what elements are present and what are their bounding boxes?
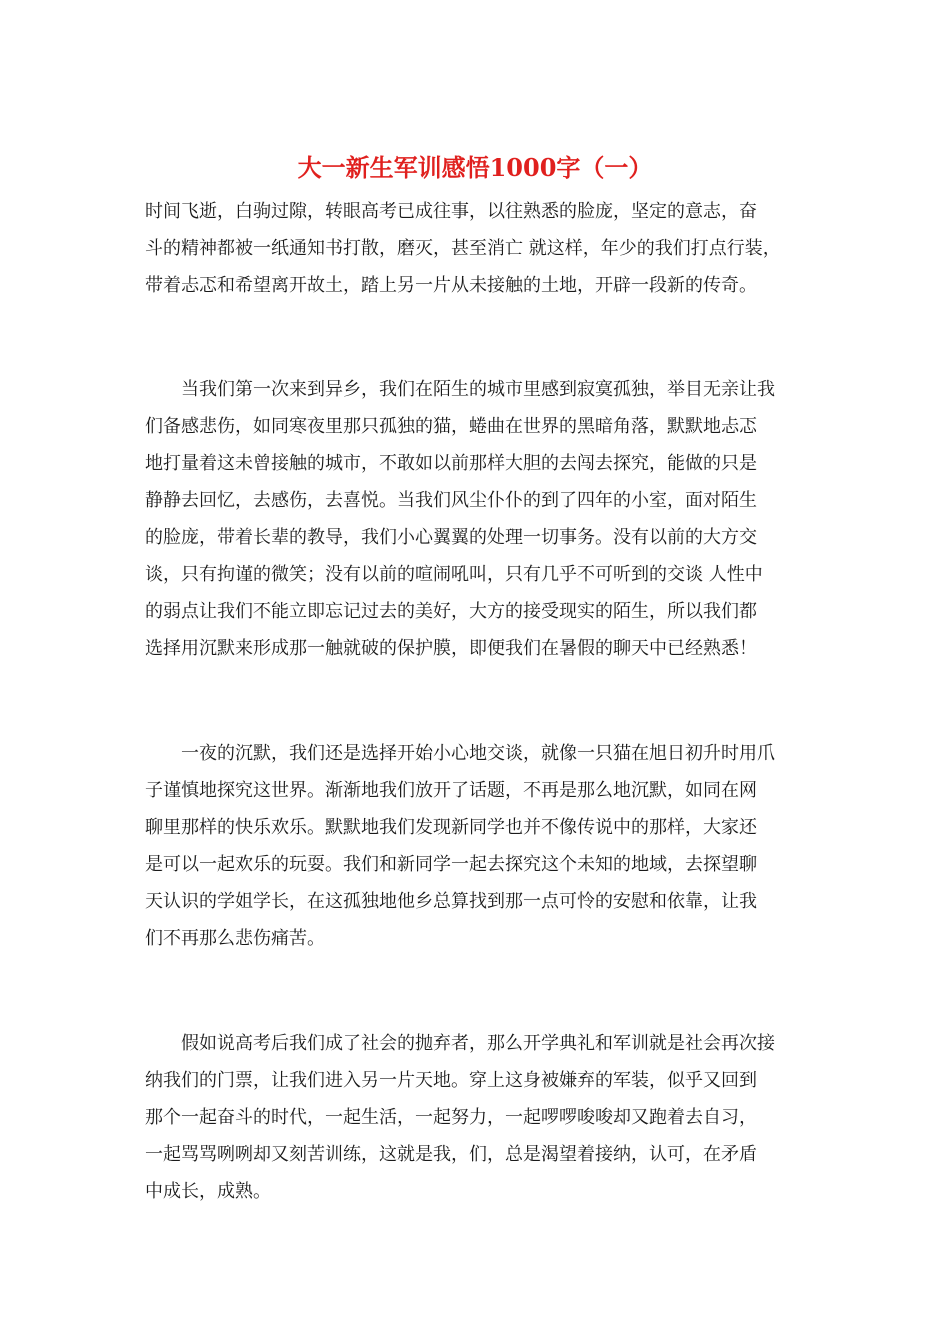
paragraph-4	[145, 1025, 825, 1210]
document-title: 大一新生军训感悟1000字（一）	[297, 153, 653, 182]
paragraph-line: 斗的精神都被一纸通知书打散，磨灭，甚至消亡 就这样，年少的我们打点行装，	[145, 238, 781, 259]
paragraph-line: 时间飞逝，白驹过隙，转眼高考已成往事，以往熟悉的脸庞，坚定的意志，奋	[145, 201, 757, 222]
paragraph-line: 选择用沉默来形成那一触就破的保护膜，即便我们在暑假的聊天中已经熟悉！	[145, 638, 757, 659]
paragraph-line: 们不再那么悲伤痛苦。	[145, 928, 325, 949]
paragraph-line: 一起骂骂咧咧却又刻苦训练，这就是我，们，总是渴望着接纳，认可，在矛盾	[145, 1144, 757, 1165]
paragraph-line: 假如说高考后我们成了社会的抛弃者，那么开学典礼和军训就是社会再次接	[145, 1033, 775, 1054]
paragraph-line: 地打量着这未曾接触的城市，不敢如以前那样大胆的去闯去探究，能做的只是	[145, 453, 757, 474]
paragraph-3	[145, 735, 825, 957]
paragraph-2	[145, 371, 825, 667]
paragraph-1	[145, 193, 825, 304]
paragraph-line: 带着忐忑和希望离开故土，踏上另一片从未接触的土地，开辟一段新的传奇。	[145, 275, 757, 296]
paragraph-line: 纳我们的门票，让我们进入另一片天地。穿上这身被嫌弃的军装，似乎又回到	[145, 1070, 757, 1091]
paragraph-line: 们备感悲伤，如同寒夜里那只孤独的猫，蜷曲在世界的黑暗角落，默默地忐忑	[145, 416, 757, 437]
paragraph-line: 的脸庞，带着长辈的教导，我们小心翼翼的处理一切事务。没有以前的大方交	[145, 527, 757, 548]
paragraph-line: 一夜的沉默，我们还是选择开始小心地交谈，就像一只猫在旭日初升时用爪	[145, 743, 775, 764]
paragraph-line: 的弱点让我们不能立即忘记过去的美好，大方的接受现实的陌生，所以我们都	[145, 601, 757, 622]
paragraph-line: 聊里那样的快乐欢乐。默默地我们发现新同学也并不像传说中的那样，大家还	[145, 817, 757, 838]
paragraph-line: 谈，只有拘谨的微笑；没有以前的喧闹吼叫，只有几乎不可听到的交谈 人性中	[145, 564, 763, 585]
paragraph-line: 子谨慎地探究这世界。渐渐地我们放开了话题，不再是那么地沉默，如同在网	[145, 780, 757, 801]
paragraph-line: 当我们第一次来到异乡，我们在陌生的城市里感到寂寞孤独，举目无亲让我	[145, 379, 775, 400]
paragraph-line: 天认识的学姐学长，在这孤独地他乡总算找到那一点可怜的安慰和依靠，让我	[145, 891, 757, 912]
paragraph-line: 中成长，成熟。	[145, 1181, 271, 1202]
paragraph-line: 那个一起奋斗的时代，一起生活，一起努力，一起啰啰唆唆却又跑着去自习，	[145, 1107, 757, 1128]
paragraph-line: 是可以一起欢乐的玩耍。我们和新同学一起去探究这个未知的地域，去探望聊	[145, 854, 757, 875]
paragraph-line: 静静去回忆，去感伤，去喜悦。当我们风尘仆仆的到了四年的小室，面对陌生	[145, 490, 757, 511]
